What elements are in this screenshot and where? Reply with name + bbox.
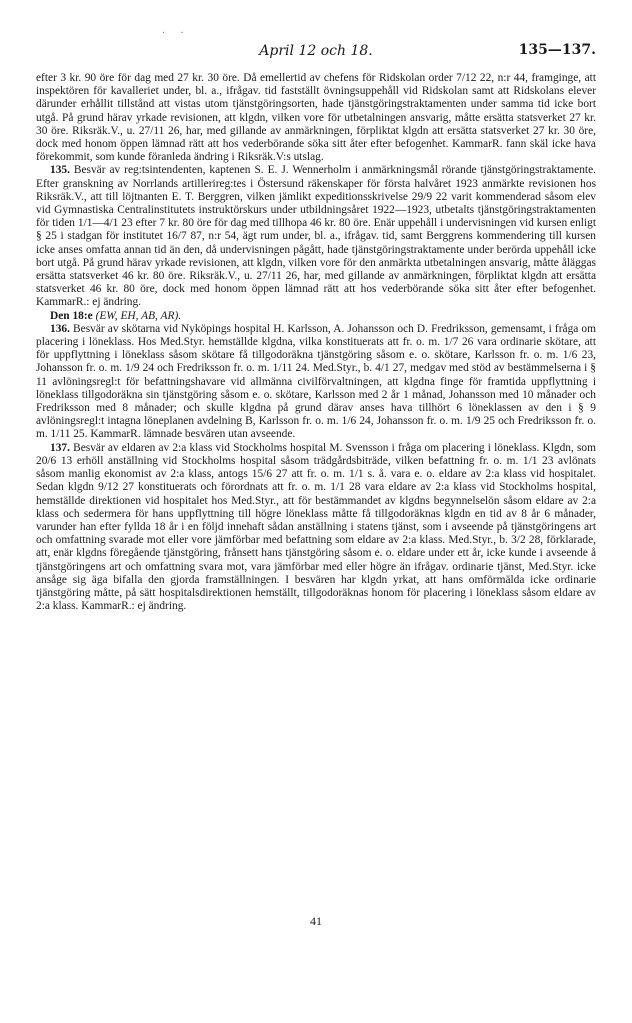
page-header (36, 40, 596, 64)
running-head: April 12 och 18. (259, 43, 373, 59)
section-136 (36, 323, 596, 442)
date-label: Den 18:e (50, 309, 93, 322)
paragraph-text: efter 3 kr. 90 öre för dag med 27 kr. 30 öre. Då emellertid av chefens för Ridskolan order 7/12 22, n:r 44, framginge, att inspektören för kavalleriet under, bl. a., ifrågav. tid fastställt övningsuppehåll vid Ridskolan samt att Ridskolans elever därunder erhållit tillstånd att vistas utom tjänstgöringsorten, hade tjänstgöringstraktamenten under samma tid icke bort utgå. På grund härav yrkade revisionen, att klgdn, vilken vore för utbetalningen ansvarig, måtte ersätta statsverket 27 kr. 30 öre. Riksräk.V., u. 27/11 26, har, med gillande av anmärkningen, förpliktat klgdn att ersätta statsverket 27 kr. 30 öre, dock med honom öppen lämnad rätt att hos vederbörande söka sitt åter efter befogenhet. KammarR. fann skäl icke hava förekommit, som kunde föranleda ändring i Riksräk.V:s utslag. (36, 72, 596, 164)
top-marks: · · (162, 28, 190, 39)
section-text: Besvär av reg:tsintendenten, kaptenen S. E. J. Wennerholm i anmärkningsmål rörande tjänstgöringstraktamente. Efter granskning av Norrlands artillerireg:tes i Östersund räkenskaper för första halvåret 1923 anmärkte revisionen hos Riksräk.V., att till löjtnanten E. T. Berggren, vilken jämlikt expeditionsskrivelse 29/9 22 varit kommenderad såsom elev vid Gymnastiska Centralinstitutets instruktörskurs under utbildningsåret 1922—1923, utbetalts tjänstgöringstraktamenten för tiden 1/1—4/1 23 efter 7 kr. 80 öre för dag med tillhopa 46 kr. 80 öre. Enär uppehåll i undervisningen vid kursen enligt § 25 i stadgan för institutet 16/7 87, n:r 54, ägt rum under, bl. a., ifrågav. tid, samt Berggrens kommendering till kursen icke anses omfatta annan tid än den, då undervisningen pågått, hade tjänstgöringstraktamente under berörda uppehåll icke bort utgå. På grund härav yrkade revisionen, att klgdn, vilken vore för den anmärkta utbetalningen ansvarig, måtte åläggas ersätta statsverket 46 kr. 80 öre. Riksräk.V., u. 27/11 26, har, med gillande av anmärkningen, förpliktat klgdn att ersätta statsverket 46 kr. 80 öre, dock med honom öppen lämnad rätt att hos vederbörande söka sitt åter efter befogenhet. KammarR.: ej ändring. (36, 164, 596, 309)
section-text: Besvär av eldaren av 2:a klass vid Stockholms hospital M. Svensson i fråga om placering i löneklass. Klgdn, som 20/6 13 erhöll anställning vid Stockholms hospital såsom trädgårdsbiträde, vilken befattning fr. o. m. 1/1 23 avlönats såsom manlig ekonomist av 2:a klass, antogs 15/6 27 att fr. o. m. 1/1 s. å. vara e. o. eldare av 2:a klass vid hospitalet. Sedan klgdn 9/12 27 konstituerats och förordnats att fr. o. m. 1/1 28 vara eldare av 2:a klass vid Stockholms hospital, hemställde direktionen vid hospitalet hos Med.Styr., att för bestämmandet av klgdns begynnelselön såsom eldare av 2:a klass och sedermera för hans uppflyttning till högre löneklass måtte få tillgodoräknas klgdn en tid av 8 år 6 månader, varunder han efter fyllda 18 år i en följd innehaft sådan anställning i statens tjänst, som i avseende på tjänstgöringens art och omfattning svarade mot eller vore jämförbar med befattning som eldare av 2:a klass. Med.Styr., b. 3/2 28, förklarade, att, enär klgdns föregående tjänstgöring, frånsett hans tjänstgöring såsom e. o. eldare under ett år, icke kunde i avseende å tjänstgöringens art och omfattning svara mot, vara jämförbar med eller högre än ifrågav. ordinarie tjänst, Med.Styr. icke ansåge sig äga bifalla den gjorda framställningen. I besvären har klgdn yrkat, att hans omförmälda icke ordinarie tjänstgöring måtte, på sätt hospitalsdirektionen hemställt, tillgodoräknas honom för placering i löneklass såsom eldare av 2:a klass. KammarR.: ej ändring. (36, 441, 596, 613)
section-135 (36, 164, 596, 309)
section-137 (36, 442, 596, 614)
section-number: 136. (50, 322, 70, 335)
page-range: 135—137. (518, 42, 596, 58)
section-text: Besvär av skötarna vid Nyköpings hospital H. Karlsson, A. Johansson och D. Fredriksson, gemensamt, i fråga om placering i löneklass. Hos Med.Styr. hemställde klgdna, vilka konstituerats att fr. o. m. 1/7 26 vara ordinarie skötare, att för uppflyttning i löneklass såsom skötare få tillgodoräkna tjänstgöring såsom e. o. skötare, Karlsson fr. o. m. 1/6 23, Johansson fr. o. m. 1/9 24 och Fredriksson fr. o. m. 1/11 24. Med.Styr., b. 4/1 27, medgav med stöd av bestämmelserna i § 11 avlöningsregl:t för befattningshavare vid allmänna civilförvaltningen, att klgdna finge för framtida uppflyttning i löneklass tillgodoräkna sin tjänstgöring såsom e. o. skötare, Karlsson med 2 år 1 månad, Johansson med 10 månader och Fredriksson med 8 månader; och skulle klgdna på grund därav anses hava tillhört 6 löneklassen av den i § 9 avlöningsregl:t intagna löneplanen avdelning B, Karlsson fr. o. m. 1/6 24, Johansson fr. o. m. 1/9 25 och Fredriksson fr. o. m. 1/11 25. KammarR. lämnade besvären utan avseende. (36, 322, 596, 441)
page-number: 41 (310, 914, 322, 928)
date-subheading (36, 310, 596, 323)
judges-code: (EW, EH, AB, AR). (95, 309, 182, 322)
section-number: 135. (50, 164, 70, 177)
document-body (36, 72, 596, 613)
section-number: 137. (50, 441, 70, 454)
paragraph-continued (36, 72, 596, 164)
